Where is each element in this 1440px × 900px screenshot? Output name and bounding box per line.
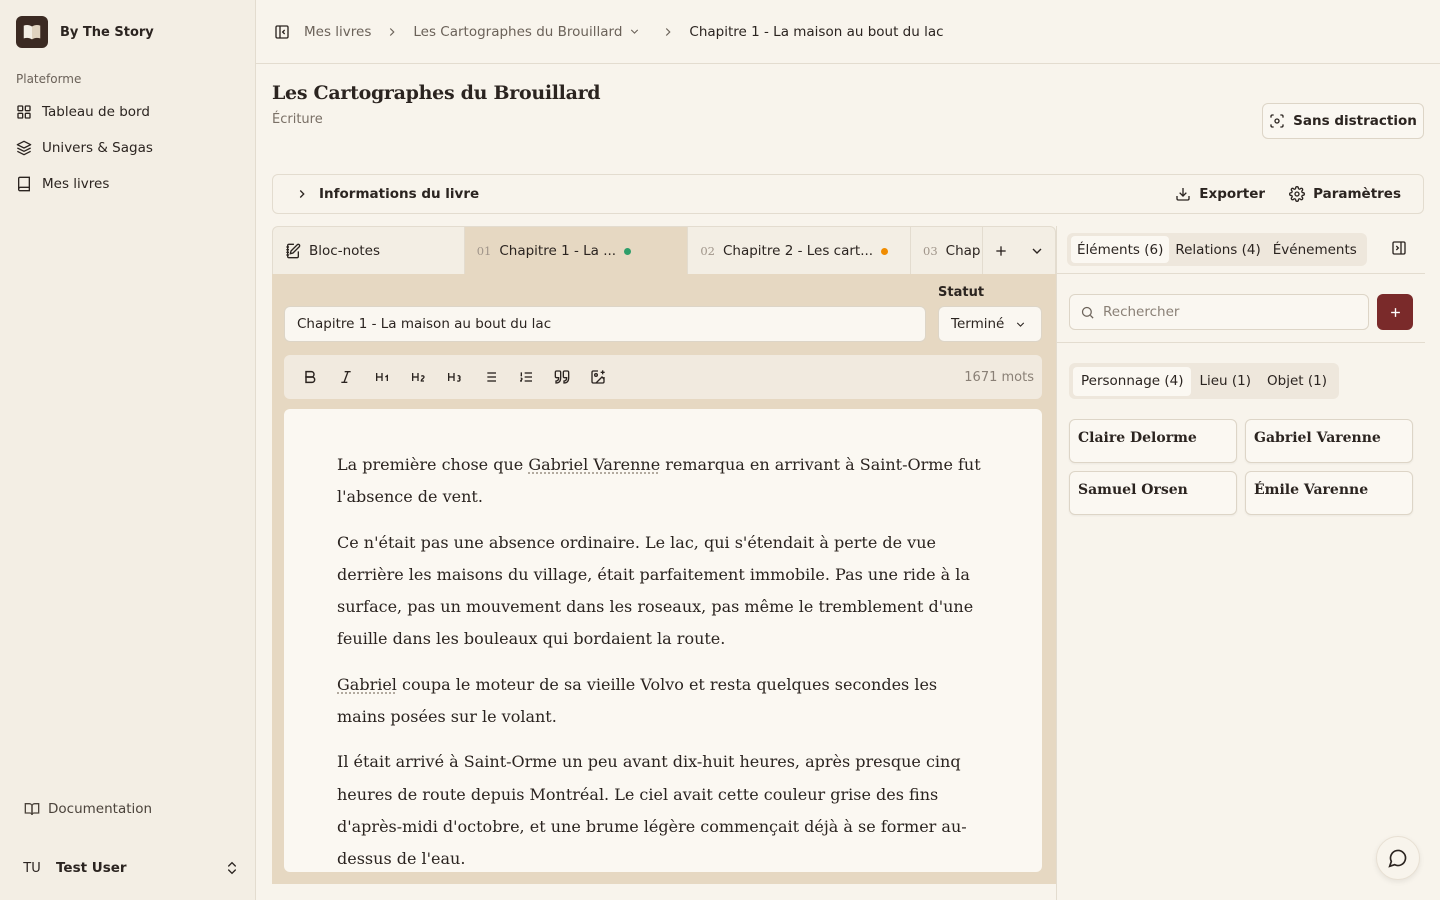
- filter-objects[interactable]: Objet (1): [1267, 373, 1328, 389]
- heading-1-icon: [374, 369, 390, 385]
- sidebar-toggle-icon[interactable]: [274, 24, 290, 40]
- character-mention[interactable]: Gabriel Varenne: [528, 455, 661, 474]
- book-info-label: Informations du livre: [319, 186, 480, 202]
- divider: [1057, 342, 1425, 343]
- chevron-right-icon: [385, 25, 399, 39]
- sidebar-item-books[interactable]: [8, 166, 248, 202]
- breadcrumb-book[interactable]: [413, 24, 641, 40]
- status-select[interactable]: [938, 306, 1042, 342]
- breadcrumb-books[interactable]: Mes livres: [304, 23, 372, 40]
- element-card[interactable]: Samuel Orsen: [1069, 471, 1237, 515]
- nav-group-label: Plateforme: [16, 72, 82, 86]
- heading-2-button[interactable]: [400, 361, 436, 393]
- user-name: Test User: [56, 860, 127, 876]
- quote-icon: [554, 369, 570, 385]
- ordered-list-button[interactable]: [508, 361, 544, 393]
- chevron-right-icon: [295, 187, 309, 201]
- text-run: Ce n'était pas une absence ordinaire. Le lac, qui s'étendait à perte de vue derrière les maisons du village, était parfaitement immobile. Pas une ride à la surface, pas un mouvement dans les roseaux, pas même le tremblement d'une feuille dans les bouleaux qui bordaient la route.: [337, 532, 974, 649]
- element-card[interactable]: Émile Varenne: [1245, 471, 1413, 515]
- element-card[interactable]: Claire Delorme: [1069, 419, 1237, 463]
- search-placeholder: Rechercher: [1103, 304, 1180, 320]
- heading-1-button[interactable]: [364, 361, 400, 393]
- status-dot: [624, 248, 631, 255]
- tab-notes[interactable]: [273, 227, 465, 275]
- chat-bubble-icon: [1388, 848, 1408, 868]
- tab-chapter-3[interactable]: [911, 227, 983, 275]
- focus-mode-label: Sans distraction: [1293, 113, 1417, 129]
- chevron-down-icon: [1014, 318, 1027, 331]
- tab-elements[interactable]: Éléments (6): [1071, 236, 1169, 263]
- bullet-list-icon: [482, 369, 498, 385]
- book-icon: [16, 176, 32, 192]
- page-subtitle: Écriture: [272, 112, 323, 127]
- paragraph: [337, 527, 990, 656]
- focus-icon: [1269, 113, 1285, 129]
- bullet-list-button[interactable]: [472, 361, 508, 393]
- tab-tools: [983, 227, 1055, 274]
- heading-3-button[interactable]: [436, 361, 472, 393]
- paragraph: [337, 746, 990, 875]
- search-icon: [1080, 305, 1095, 320]
- chapter-editor: [272, 226, 1056, 884]
- breadcrumb-book-label: Les Cartographes du Brouillard: [413, 23, 623, 40]
- tab-label: Chapitre 2 - Les cart...: [722, 243, 874, 259]
- settings-button[interactable]: [1289, 186, 1401, 202]
- sidebar-nav: [8, 94, 248, 202]
- tab-number: 02: [700, 244, 715, 258]
- tab-number: 01: [476, 244, 492, 258]
- status-value: Terminé: [951, 316, 1005, 332]
- app-name: By The Story: [60, 24, 154, 40]
- insert-image-button[interactable]: [580, 361, 616, 393]
- book-info-toggle[interactable]: [295, 186, 479, 202]
- more-tabs-button[interactable]: [1019, 227, 1055, 275]
- bold-button[interactable]: [292, 361, 328, 393]
- topbar: [256, 0, 1440, 64]
- book-info-bar: [272, 174, 1424, 214]
- plus-icon: [1388, 305, 1403, 320]
- divider: [1057, 273, 1425, 274]
- layers-icon: [16, 140, 32, 156]
- search-input[interactable]: [1069, 294, 1369, 330]
- status-label: Statut: [938, 285, 985, 300]
- panel-close-icon[interactable]: [1391, 240, 1407, 256]
- tab-number: 03: [923, 244, 938, 258]
- elements-panel: [1056, 226, 1440, 900]
- element-card[interactable]: Gabriel Varenne: [1245, 419, 1413, 463]
- avatar: TU: [23, 860, 41, 876]
- panel-tabs: [1067, 233, 1367, 266]
- chevron-down-icon: [628, 25, 641, 38]
- chapter-tabs: [272, 226, 1056, 274]
- sidebar-item-label: Univers & Sagas: [42, 140, 153, 156]
- word-count: 1671 mots: [964, 369, 1034, 385]
- tab-chapter-2[interactable]: [688, 227, 911, 275]
- book-logo-icon: [16, 16, 48, 48]
- image-plus-icon: [590, 369, 606, 385]
- page-title: Les Cartographes du Brouillard: [272, 82, 601, 104]
- heading-3-icon: [446, 369, 462, 385]
- plus-icon: [993, 243, 1009, 259]
- paragraph: [337, 669, 990, 734]
- documentation-link[interactable]: [24, 801, 152, 817]
- export-button[interactable]: [1175, 186, 1265, 202]
- user-menu[interactable]: [16, 850, 240, 886]
- text-run: coupa le moteur de sa vieille Volvo et resta quelques secondes les mains posées sur le volant.: [337, 674, 938, 727]
- chat-button[interactable]: [1376, 836, 1420, 880]
- status-dot: [881, 248, 888, 255]
- documentation-label: Documentation: [48, 801, 153, 817]
- italic-icon: [338, 369, 354, 385]
- chapter-text[interactable]: [284, 409, 1042, 872]
- tab-relations[interactable]: Relations (4): [1175, 241, 1261, 258]
- focus-mode-button[interactable]: [1262, 103, 1424, 139]
- quote-button[interactable]: [544, 361, 580, 393]
- element-type-filters: [1069, 363, 1339, 399]
- notepad-icon: [285, 243, 301, 259]
- sidebar-item-universes[interactable]: [8, 130, 248, 166]
- open-book-icon: [24, 801, 40, 817]
- text-run: remarqua en arrivant à Saint-Orme fut l'absence de vent.: [337, 455, 981, 507]
- text-run: Il était arrivé à Saint-Orme un peu avant dix-huit heures, après presque cinq heures de route depuis Montréal. Le ciel avait cette couleur grise des fins d'après-midi d'octobre, et une brume légère commençait déjà à se former au-dessus de l'eau.: [337, 752, 967, 869]
- paragraph: [337, 449, 990, 514]
- chapter-title-input[interactable]: Chapitre 1 - La maison au bout du lac: [284, 306, 926, 342]
- sidebar-item-label: Tableau de bord: [42, 104, 150, 120]
- filter-characters[interactable]: Personnage (4): [1073, 367, 1191, 396]
- chevron-right-icon: [661, 25, 675, 39]
- gear-icon: [1289, 186, 1305, 202]
- bold-icon: [302, 369, 318, 385]
- breadcrumb: [304, 24, 944, 40]
- formatting-toolbar: [284, 355, 1042, 399]
- tab-label: Chapitre 1 - La ...: [499, 243, 617, 259]
- element-cards: [1069, 419, 1413, 515]
- download-icon: [1175, 186, 1191, 202]
- character-mention[interactable]: Gabriel: [337, 674, 397, 694]
- chevrons-up-down-icon: [224, 860, 240, 876]
- sidebar-item-label: Mes livres: [42, 176, 110, 192]
- tab-notes-label: Bloc-notes: [309, 243, 381, 259]
- italic-button[interactable]: [328, 361, 364, 393]
- add-element-button[interactable]: [1377, 294, 1413, 330]
- sidebar-item-dashboard[interactable]: [8, 94, 248, 130]
- add-chapter-button[interactable]: [983, 227, 1019, 275]
- editor-body: [272, 274, 1056, 884]
- book-actions: [1175, 186, 1423, 202]
- tab-chapter-1[interactable]: [465, 227, 689, 275]
- brand[interactable]: [16, 16, 154, 48]
- breadcrumb-chapter: Chapitre 1 - La maison au bout du lac: [689, 23, 944, 40]
- heading-2-icon: [410, 369, 426, 385]
- tab-events[interactable]: Événements: [1272, 241, 1357, 258]
- export-label: Exporter: [1199, 186, 1266, 202]
- chevron-down-icon: [1029, 243, 1045, 259]
- ordered-list-icon: [518, 369, 534, 385]
- filter-places[interactable]: Lieu (1): [1199, 373, 1252, 389]
- sidebar: [0, 0, 256, 900]
- settings-label: Paramètres: [1313, 186, 1401, 202]
- grid-icon: [16, 104, 32, 120]
- text-run: La première chose que: [337, 455, 529, 474]
- tab-label: Chap: [945, 243, 981, 259]
